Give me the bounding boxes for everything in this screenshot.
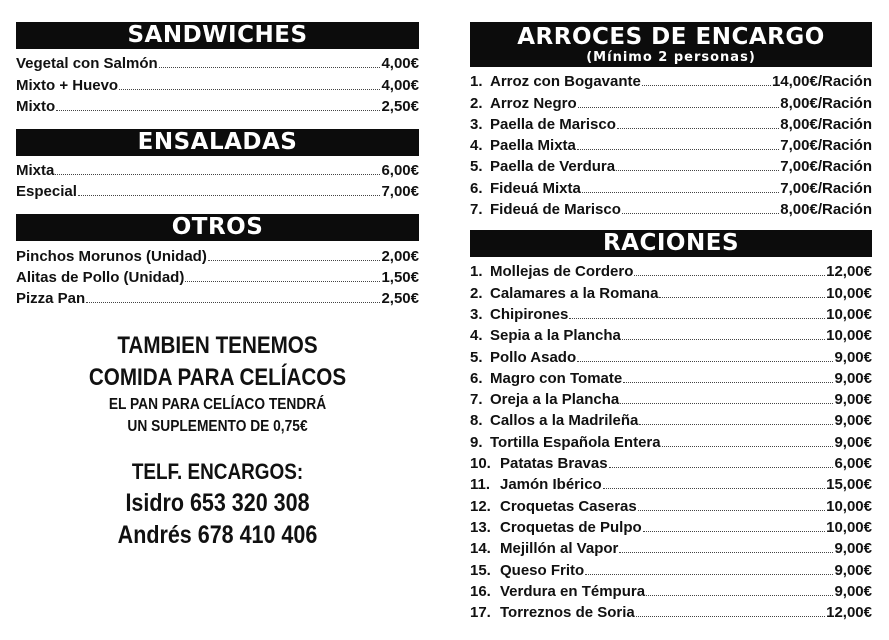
- item-name: Croquetas de Pulpo: [500, 518, 642, 536]
- item-number: 9.: [470, 433, 483, 451]
- item-number: 7.: [470, 391, 483, 409]
- item-price: 9,00€: [834, 540, 872, 558]
- otros-header: OTROS: [16, 214, 419, 241]
- leader-dots: [603, 488, 825, 489]
- raciones-list: [470, 257, 872, 621]
- item-price: 6,00€: [381, 162, 419, 180]
- menu-item: [16, 51, 419, 72]
- leader-dots: [56, 110, 380, 111]
- list-item: [470, 154, 872, 175]
- menu-item: [16, 243, 419, 264]
- item-price: 12,00€: [826, 604, 872, 622]
- leader-dots: [634, 275, 825, 276]
- item-price: 7,00€/Ración: [780, 137, 872, 155]
- item-name: Vegetal con Salmón: [16, 55, 158, 73]
- item-price: 9,00€: [834, 561, 872, 579]
- leader-dots: [622, 213, 779, 214]
- leader-dots: [86, 302, 380, 303]
- menu-item: [16, 72, 419, 93]
- item-number: 6.: [470, 179, 483, 197]
- item-number: 13.: [470, 518, 491, 536]
- item-name: Paella Mixta: [490, 137, 576, 155]
- item-name: Oreja a la Plancha: [490, 391, 620, 409]
- leader-dots: [185, 281, 380, 282]
- item-name: Alitas de Pollo (Unidad): [16, 269, 185, 287]
- item-number: 1.: [470, 73, 483, 91]
- list-item: [470, 515, 872, 536]
- item-price: 10,00€: [826, 284, 872, 302]
- list-item: [470, 579, 872, 600]
- item-name: Paella de Marisco: [490, 115, 616, 133]
- item-name: Paella de Verdura: [490, 158, 616, 176]
- item-name: Fideuá de Marisco: [490, 201, 621, 219]
- ensaladas-list: [16, 156, 419, 201]
- list-item: [470, 472, 872, 493]
- item-name: Pollo Asado: [490, 348, 577, 366]
- item-price: 10,00€: [826, 518, 872, 536]
- item-price: 8,00€/Ración: [780, 94, 872, 112]
- arroces-subtitle: (Mínimo 2 personas): [586, 50, 756, 65]
- item-price: 2,00€: [381, 247, 419, 265]
- leader-dots: [585, 574, 833, 575]
- list-item: [470, 387, 872, 408]
- item-price: 1,50€: [381, 269, 419, 287]
- leader-dots: [159, 67, 381, 68]
- list-item: [470, 259, 872, 280]
- leader-dots: [662, 446, 834, 447]
- item-number: 7.: [470, 201, 483, 219]
- leader-dots: [639, 424, 833, 425]
- list-item: [470, 323, 872, 344]
- item-name: Calamares a la Romana: [490, 284, 659, 302]
- list-item: [470, 90, 872, 111]
- item-price: 9,00€: [834, 369, 872, 387]
- item-price: 15,00€: [826, 476, 872, 494]
- phone-isidro: Isidro 653 320 308: [125, 489, 310, 517]
- item-price: 10,00€: [826, 327, 872, 345]
- item-price: 4,00€: [381, 76, 419, 94]
- item-name: Especial: [16, 183, 77, 201]
- list-item: [470, 408, 872, 429]
- list-item: [470, 536, 872, 557]
- leader-dots: [617, 128, 779, 129]
- item-price: 7,00€/Ración: [780, 179, 872, 197]
- left-column: [16, 22, 419, 307]
- item-number: 2.: [470, 94, 483, 112]
- item-price: 4,00€: [381, 55, 419, 73]
- sandwiches-list: [16, 49, 419, 115]
- item-name: Magro con Tomate: [490, 369, 623, 387]
- leader-dots: [616, 170, 779, 171]
- leader-dots: [55, 174, 380, 175]
- item-number: 2.: [470, 284, 483, 302]
- item-number: 4.: [470, 327, 483, 345]
- item-price: 9,00€: [834, 348, 872, 366]
- list-item: [470, 429, 872, 450]
- leader-dots: [643, 531, 825, 532]
- list-item: [470, 451, 872, 472]
- item-price: 9,00€: [834, 412, 872, 430]
- item-name: Callos a la Madrileña: [490, 412, 639, 430]
- item-name: Croquetas Caseras: [500, 497, 637, 515]
- item-name: Mollejas de Cordero: [490, 263, 634, 281]
- leader-dots: [569, 318, 825, 319]
- leader-dots: [638, 510, 825, 511]
- celiac-note-1: EL PAN PARA CELÍACO TENDRÁ: [108, 396, 327, 413]
- item-price: 7,00€: [381, 183, 419, 201]
- leader-dots: [636, 616, 825, 617]
- list-item: [470, 600, 872, 621]
- item-number: 15.: [470, 561, 491, 579]
- list-item: [470, 344, 872, 365]
- menu-item: [16, 94, 419, 115]
- item-price: 9,00€: [834, 391, 872, 409]
- item-number: 16.: [470, 582, 491, 600]
- leader-dots: [582, 192, 779, 193]
- item-number: 4.: [470, 137, 483, 155]
- phone-label: TELF. ENCARGOS:: [131, 459, 304, 484]
- list-item: [470, 69, 872, 90]
- raciones-header: RACIONES: [470, 230, 872, 257]
- item-number: 3.: [470, 305, 483, 323]
- item-name: Torreznos de Soria: [500, 604, 635, 622]
- leader-dots: [619, 552, 833, 553]
- celiac-note-2: UN SUPLEMENTO DE 0,75€: [127, 418, 308, 435]
- arroces-header: [470, 22, 872, 67]
- item-name: Mixta: [16, 162, 55, 180]
- leader-dots: [623, 382, 833, 383]
- item-name: Pinchos Morunos (Unidad): [16, 247, 207, 265]
- item-name: Pizza Pan: [16, 290, 86, 308]
- item-name: Mixto + Huevo: [16, 76, 119, 94]
- item-name: Sepia a la Plancha: [490, 327, 621, 345]
- item-name: Tortilla Española Entera: [490, 433, 661, 451]
- item-price: 9,00€: [834, 433, 872, 451]
- item-number: 14.: [470, 540, 491, 558]
- item-name: Verdura en Témpura: [500, 582, 646, 600]
- phone-andres: Andrés 678 410 406: [117, 521, 318, 549]
- item-number: 11.: [470, 476, 491, 494]
- leader-dots: [208, 260, 381, 261]
- item-name: Arroz Negro: [490, 94, 577, 112]
- item-name: Arroz con Bogavante: [490, 73, 641, 91]
- item-price: 6,00€: [834, 455, 872, 473]
- menu-item: [16, 158, 419, 179]
- item-number: 12.: [470, 497, 491, 515]
- arroces-title: ARROCES DE ENCARGO: [517, 24, 825, 50]
- leader-dots: [609, 467, 834, 468]
- otros-list: [16, 241, 419, 307]
- list-item: [470, 280, 872, 301]
- sandwiches-header: SANDWICHES: [16, 22, 419, 49]
- item-price: 12,00€: [826, 263, 872, 281]
- item-name: Mixto: [16, 97, 56, 115]
- item-name: Mejillón al Vapor: [500, 540, 619, 558]
- menu-item: [16, 265, 419, 286]
- list-item: [470, 197, 872, 218]
- info-block: [16, 330, 419, 551]
- celiac-heading-1: TAMBIEN TENEMOS: [117, 332, 318, 359]
- leader-dots: [578, 107, 780, 108]
- item-number: 10.: [470, 455, 491, 473]
- item-number: 1.: [470, 263, 483, 281]
- list-item: [470, 302, 872, 323]
- leader-dots: [620, 403, 833, 404]
- leader-dots: [577, 149, 779, 150]
- item-price: 8,00€/Ración: [780, 201, 872, 219]
- leader-dots: [642, 85, 771, 86]
- item-price: 14,00€/Ración: [771, 73, 872, 91]
- right-column: [470, 22, 872, 621]
- ensaladas-header: ENSALADAS: [16, 129, 419, 156]
- menu-item: [16, 179, 419, 200]
- item-name: Jamón Ibérico: [500, 476, 602, 494]
- item-number: 5.: [470, 158, 483, 176]
- item-number: 8.: [470, 412, 483, 430]
- item-price: 10,00€: [826, 305, 872, 323]
- menu-item: [16, 286, 419, 307]
- leader-dots: [646, 595, 833, 596]
- item-number: 6.: [470, 369, 483, 387]
- leader-dots: [659, 297, 825, 298]
- list-item: [470, 557, 872, 578]
- item-price: 7,00€/Ración: [780, 158, 872, 176]
- leader-dots: [78, 195, 381, 196]
- item-price: 8,00€/Ración: [780, 115, 872, 133]
- item-name: Queso Frito: [500, 561, 585, 579]
- item-name: Fideuá Mixta: [490, 179, 581, 197]
- list-item: [470, 493, 872, 514]
- leader-dots: [119, 89, 380, 90]
- list-item: [470, 175, 872, 196]
- item-price: 9,00€: [834, 582, 872, 600]
- item-name: Patatas Bravas: [500, 455, 608, 473]
- leader-dots: [622, 339, 825, 340]
- item-number: 5.: [470, 348, 483, 366]
- item-price: 10,00€: [826, 497, 872, 515]
- celiac-heading-2: COMIDA PARA CELÍACOS: [88, 364, 347, 391]
- arroces-list: [470, 67, 872, 218]
- list-item: [470, 112, 872, 133]
- item-number: 17.: [470, 604, 491, 622]
- list-item: [470, 366, 872, 387]
- item-price: 2,50€: [381, 97, 419, 115]
- leader-dots: [577, 361, 833, 362]
- item-number: 3.: [470, 115, 483, 133]
- item-price: 2,50€: [381, 290, 419, 308]
- list-item: [470, 133, 872, 154]
- item-name: Chipirones: [490, 305, 569, 323]
